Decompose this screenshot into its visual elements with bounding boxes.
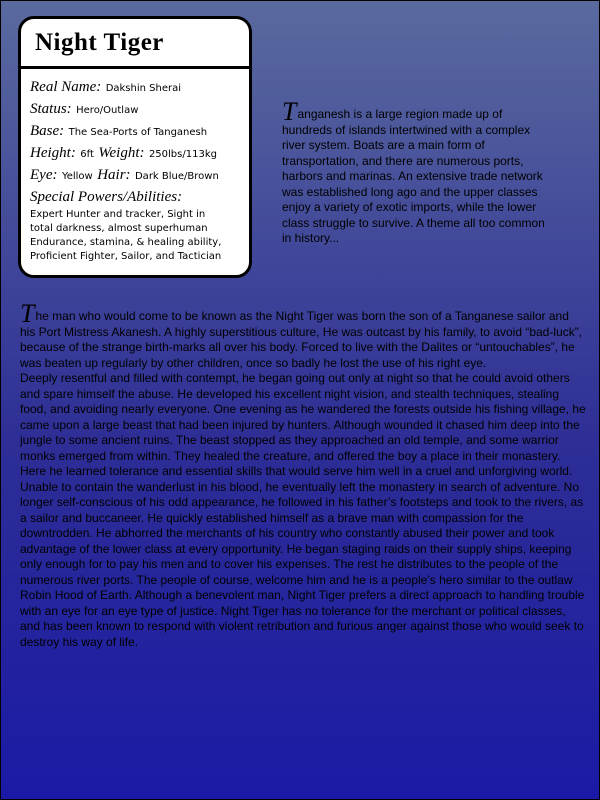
eye-value: Yellow [61, 171, 93, 182]
card-title-bar [21, 19, 249, 69]
powers-label: Special Powers/Abilities: [30, 189, 183, 205]
story-paragraph-text: he man who would come to be known as the Night Tiger was born the son of a Tanganese sailor and his Port Mistress Akanesh. A highly superstitious culture, He was outcast by his family, to avoid “bad-luck”, because of the strange birth-marks all over his body. Forced to live with the Dalites or “untouchables”, he was beaten up regularly by other children, once so badly he lost the use of his right eye. [20, 309, 583, 370]
powers-line: total darkness, almost superhuman [30, 223, 208, 234]
character-card [18, 16, 252, 278]
base-label: Base: [30, 123, 65, 139]
intro-dropcap: T [282, 97, 297, 126]
story-paragraph: Deeply resentful and filled with contempt, he began going out only at night so that he could avoid others and spare himself the abuse. He developed his excellent night vision, and stealth techniques, stealing food, and avoiding nearly everyone. One evening as he wandered the forests outside his fishing village, he came upon a large beast that had been injured by hunters. Although wounded it chased him deep into the jungle to some ancient ruins. The beast stopped as they approached an old temple, and some warrior monks emerged from within. They healed the creature, and offered the boy a place in their monastery. Here he learned tolerance and essential skills that would serve him well in a cruel and unforgiving world. [20, 371, 586, 478]
base-row [30, 121, 249, 143]
story-paragraph [20, 299, 586, 371]
real-name-value: Dakshin Sherai [105, 83, 182, 94]
character-name-title: Night Tiger [35, 28, 164, 56]
powers-line: Expert Hunter and tracker, Sight in [30, 209, 206, 220]
real-name-label: Real Name: [30, 79, 102, 95]
powers-row [30, 187, 249, 207]
weight-value: 250lbs/113kg [148, 149, 217, 160]
status-value: Hero/Outlaw [76, 105, 139, 116]
powers-list [30, 208, 249, 264]
region-intro-paragraph [282, 97, 552, 247]
origin-story [20, 299, 586, 650]
card-body [21, 69, 249, 264]
hair-label: Hair: [97, 167, 131, 183]
powers-line: Proficient Fighter, Sailor, and Tactician [30, 251, 222, 262]
real-name-row [30, 77, 249, 99]
story-dropcap: T [20, 299, 35, 328]
powers-line: Endurance, stamina, & healing ability, [30, 237, 222, 248]
status-row [30, 99, 249, 121]
height-value: 6ft [80, 149, 94, 160]
intro-text: anganesh is a large region made up of hundreds of islands intertwined with a complex river system. Boats are a main form of transportation, and there are numerous ports, harbors and marinas. An extensive trade network was established long ago and the upper classes enjoy a variety of exotic imports, while the lower class struggle to survive. A theme all too common in history... [282, 107, 545, 245]
height-weight-row [30, 143, 249, 165]
weight-label: Weight: [98, 145, 145, 161]
eye-hair-row [30, 165, 249, 187]
eye-label: Eye: [30, 167, 58, 183]
story-paragraph: Unable to contain the wanderlust in his blood, he eventually left the monastery in search of adventure. No longer self-conscious of his odd appearance, he followed in his father’s footsteps and took to the rivers, as a sailor and buccaneer. He quickly established himself as a brave man with compassion for the downtrodden. He abhorred the merchants of his country who constantly abused their power and took advantage of the lower class at every opportunity. He began staging raids on their supply ships, keeping only enough for to pay his men and to cover his expenses. The rest he distributes to the people of the numerous river ports. The people of course, welcome him and he is a people’s hero similar to the outlaw Robin Hood of Earth. Although a benevolent man, Night Tiger prefers a direct approach to handling trouble with an eye for an eye type of justice. Night Tiger has no tolerance for the merchant or political classes, and has been known to respond with violent retribution and furious anger against those who would seek to destroy his way of life. [20, 479, 585, 649]
height-label: Height: [30, 145, 76, 161]
base-value: The Sea-Ports of Tanganesh [68, 127, 208, 138]
hair-value: Dark Blue/Brown [134, 171, 219, 182]
status-label: Status: [30, 101, 72, 117]
